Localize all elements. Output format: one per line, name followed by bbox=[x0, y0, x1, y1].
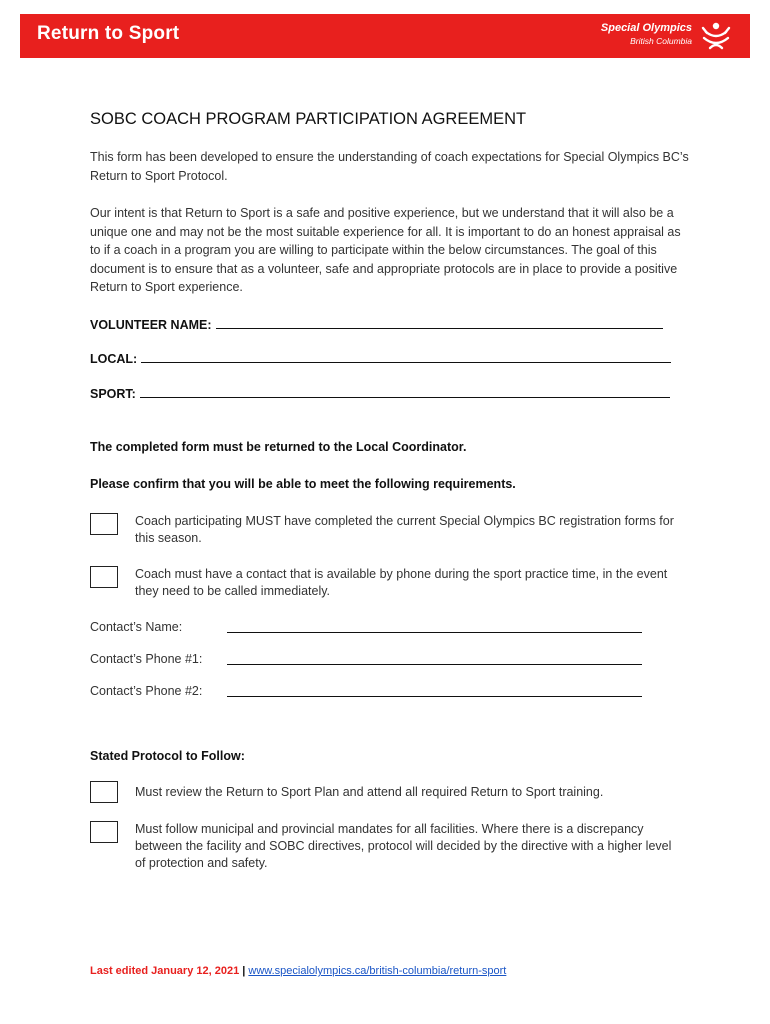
sport-label: SPORT: bbox=[90, 387, 136, 401]
protocol-text: Must follow municipal and provincial mandates for all facilities. Where there is a discrepancy between the facility and SOBC directives, protocol will decided by the directive with a higher level of protection and safety. bbox=[135, 822, 672, 870]
page-title: SOBC COACH PROGRAM PARTICIPATION AGREEMENT bbox=[90, 110, 527, 128]
intent-paragraph: Our intent is that Return to Sport is a safe and positive experience, but we understand that it will also be a unique one and may not be the most suitable experience for all. It is important to do an honest appraisal as to if a coach in a program you are willing to participate within the below circumstances. The goal of this document is to ensure that as a volunteer, safe and appropriate protocols are in place to provide a positive Return to Sport experience. bbox=[90, 206, 681, 294]
return-note: The completed form must be returned to the Local Coordinator. bbox=[90, 440, 467, 454]
contact-phone1-line[interactable] bbox=[227, 664, 642, 665]
requirement-checkbox[interactable] bbox=[90, 566, 118, 588]
local-field[interactable] bbox=[90, 350, 671, 366]
footer-separator: | bbox=[242, 965, 246, 977]
sport-field[interactable] bbox=[90, 385, 670, 401]
volunteer-name-label: VOLUNTEER NAME: bbox=[90, 318, 212, 332]
brand-text bbox=[601, 23, 692, 46]
requirement-checkbox[interactable] bbox=[90, 513, 118, 535]
brand-name: Special Olympics bbox=[600, 22, 692, 34]
contact-phone1-label: Contact’s Phone #1: bbox=[90, 652, 203, 666]
volunteer-name-line[interactable] bbox=[216, 316, 663, 329]
contact-name-line[interactable] bbox=[227, 632, 642, 633]
confirm-note: Please confirm that you will be able to meet the following requirements. bbox=[90, 477, 516, 491]
special-olympics-logo-icon bbox=[698, 18, 734, 54]
protocol-text: Must review the Return to Sport Plan and attend all required Return to Sport training. bbox=[135, 785, 604, 799]
last-edited-text: Last edited January 12, 2021 bbox=[90, 965, 240, 977]
protocol-heading: Stated Protocol to Follow: bbox=[90, 749, 245, 763]
return-sport-link[interactable]: www.specialolympics.ca/british-columbia/return-sport bbox=[248, 965, 507, 977]
local-line[interactable] bbox=[141, 350, 671, 363]
requirement-text: Coach participating MUST have completed the current Special Olympics BC registration forms for this season. bbox=[135, 514, 674, 545]
protocol-checkbox[interactable] bbox=[90, 781, 118, 803]
brand-subtitle: British Columbia bbox=[630, 36, 692, 46]
intro-paragraph: This form has been developed to ensure the understanding of coach expectations for Special Olympics BC’s Return to Sport Protocol. bbox=[90, 150, 689, 183]
contact-phone2-label: Contact’s Phone #2: bbox=[90, 684, 203, 698]
requirement-text: Coach must have a contact that is available by phone during the sport practice time, in the event they need to be called immediately. bbox=[135, 567, 668, 598]
local-label: LOCAL: bbox=[90, 352, 138, 366]
volunteer-name-field[interactable] bbox=[90, 316, 663, 332]
contact-phone2-line[interactable] bbox=[227, 696, 642, 697]
footer bbox=[90, 965, 506, 977]
sport-line[interactable] bbox=[140, 385, 670, 398]
header-banner bbox=[20, 14, 750, 58]
contact-name-label: Contact’s Name: bbox=[90, 620, 183, 634]
protocol-checkbox[interactable] bbox=[90, 821, 118, 843]
banner-title: Return to Sport bbox=[37, 23, 180, 44]
